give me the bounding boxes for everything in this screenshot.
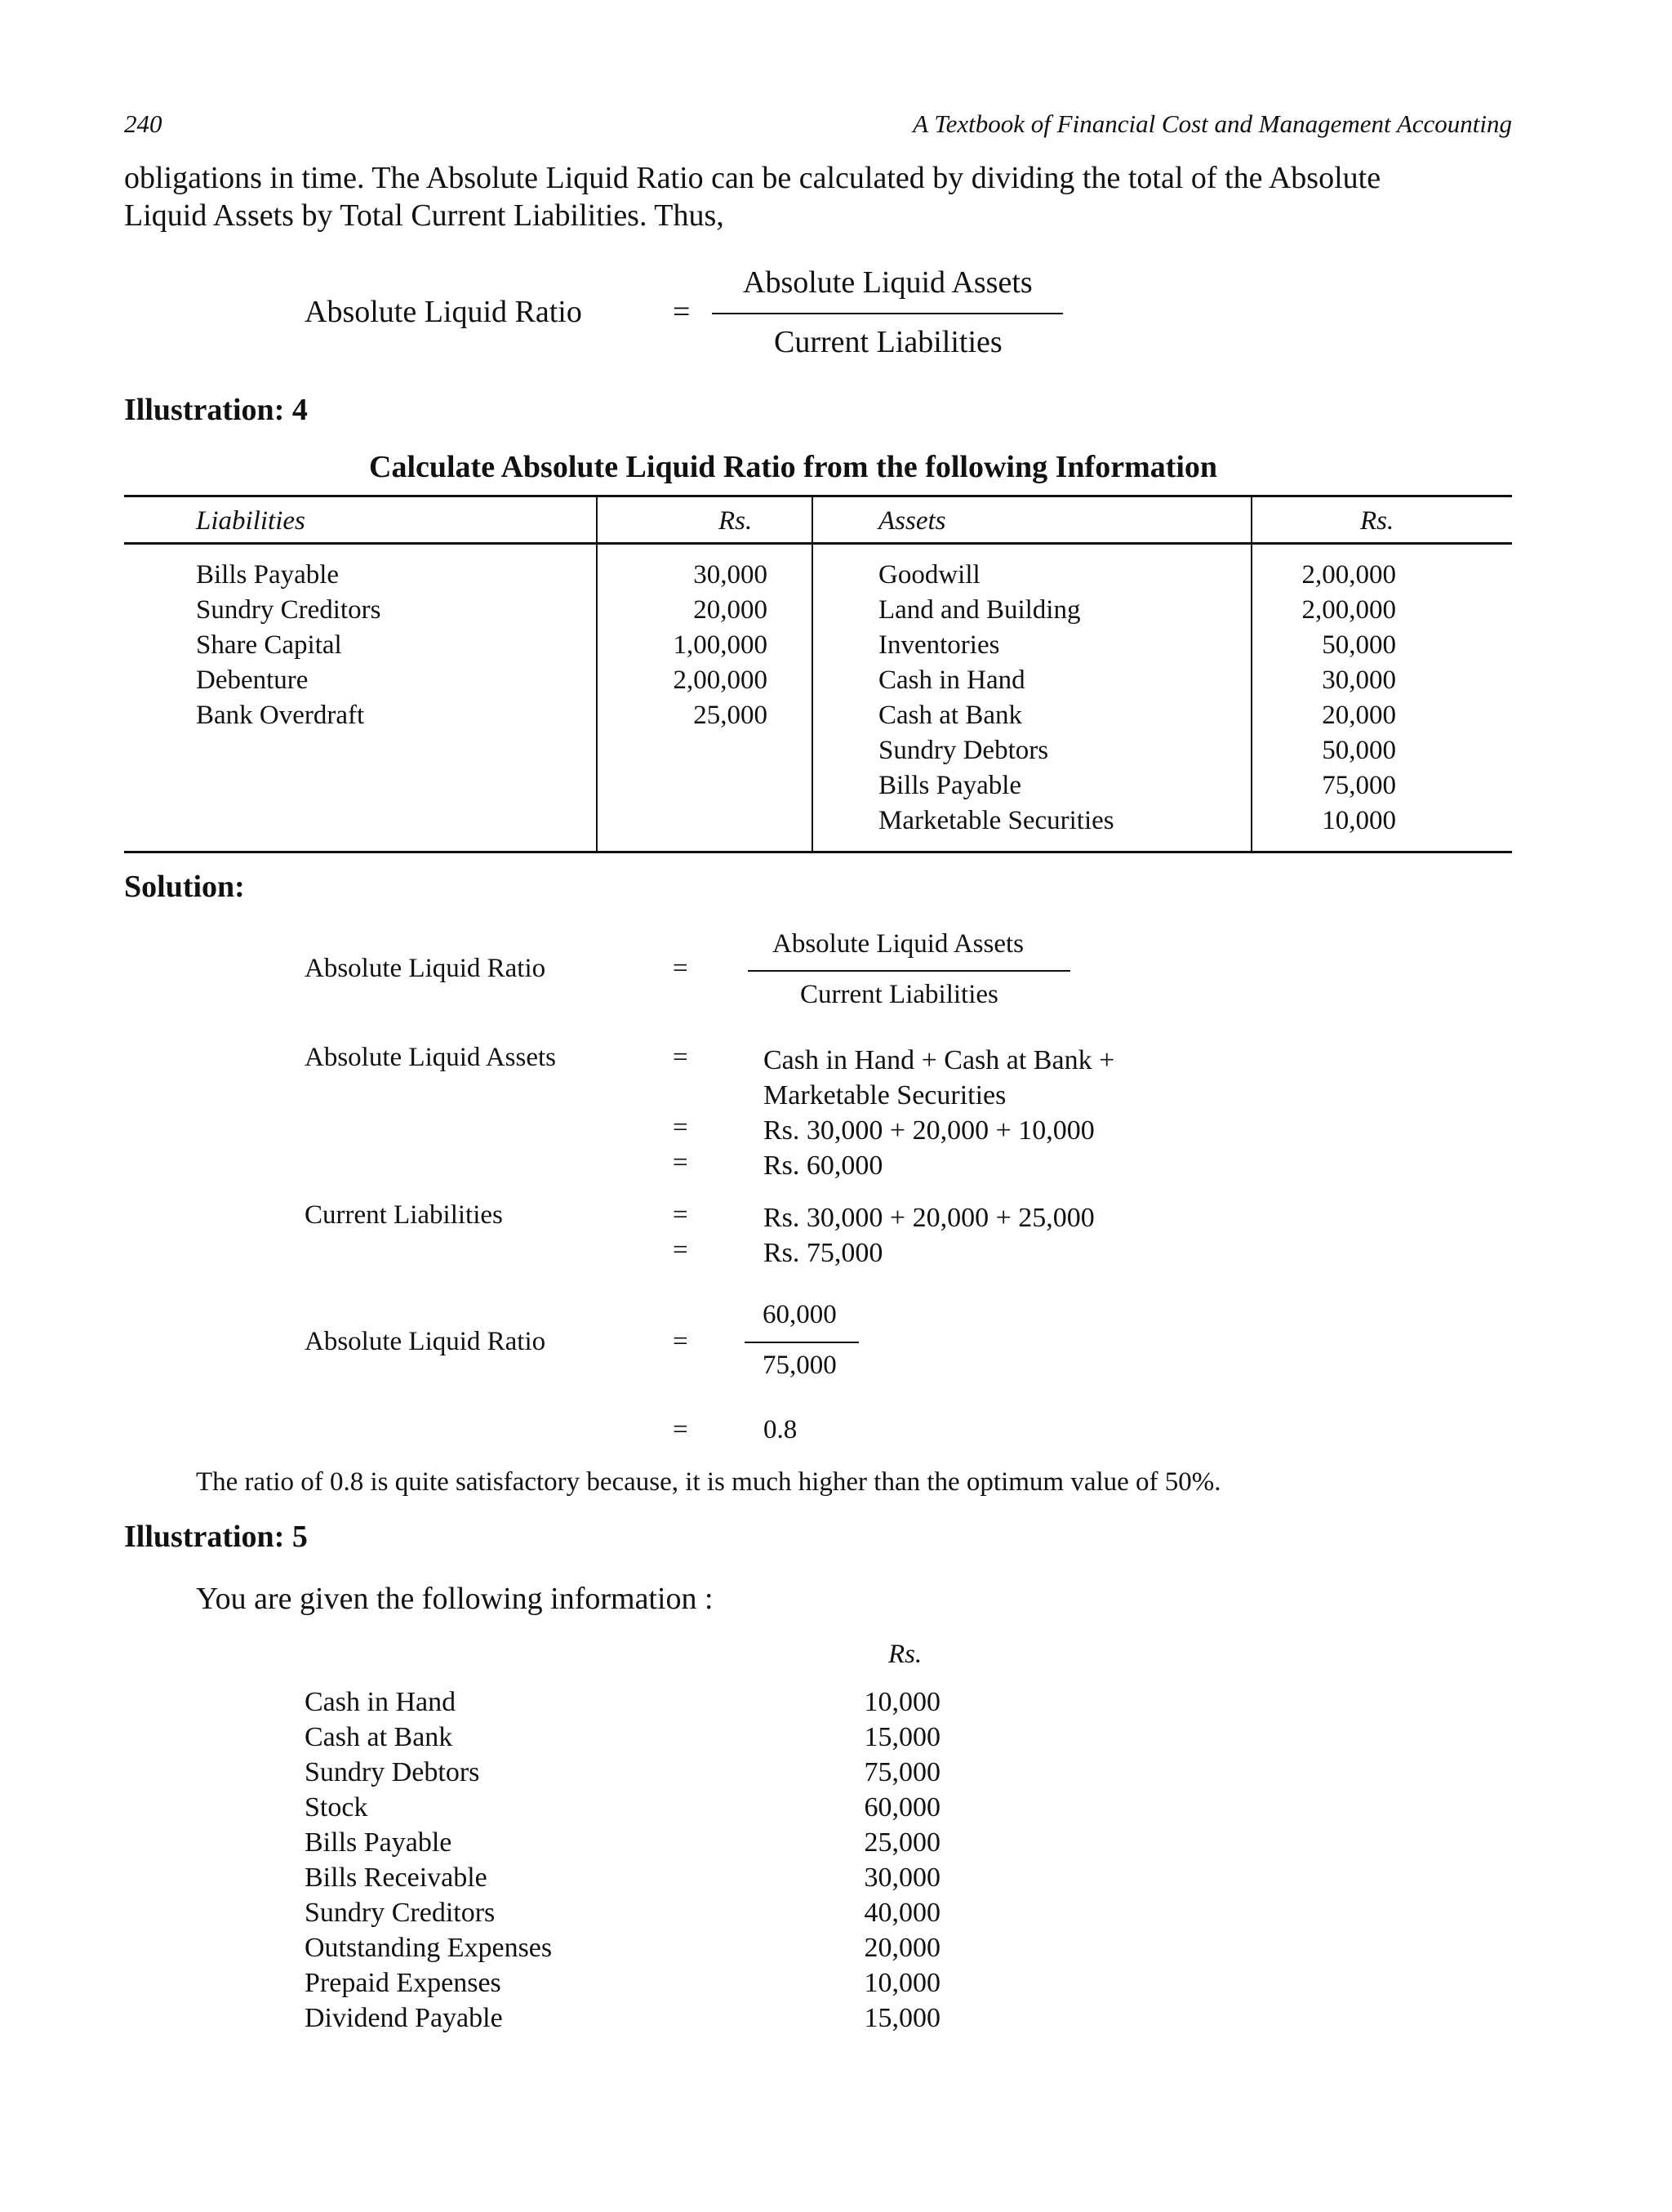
info-item-name: Outstanding Expenses [305, 1933, 553, 1963]
info-item-name: Sundry Debtors [305, 1757, 480, 1787]
equals-sign: = [673, 1235, 688, 1265]
asset-amount: 30,000 [1322, 665, 1396, 695]
table-header-assets: Assets [878, 506, 946, 536]
formula-lhs: Absolute Liquid Ratio [305, 295, 582, 329]
table-header-rs: Rs. [718, 506, 753, 536]
info-item-amount: 10,000 [864, 1968, 940, 1998]
table-caption: Calculate Absolute Liquid Ratio from the following Information [369, 450, 1218, 484]
calc-lhs: Absolute Liquid Ratio [305, 1327, 546, 1356]
assets-working [763, 1043, 1114, 1183]
table-bottom-rule [124, 851, 1512, 853]
info-item-name: Cash in Hand [305, 1687, 456, 1717]
asset-name: Land and Building [878, 595, 1081, 625]
equals-sign: = [673, 1415, 688, 1444]
table-divider [596, 495, 598, 852]
info-item-name: Dividend Payable [305, 2003, 503, 2033]
info-item-amount: 75,000 [864, 1757, 940, 1787]
illustration-heading: Illustration: 5 [124, 1520, 308, 1554]
illustration-intro: You are given the following information : [196, 1582, 714, 1616]
liabilities-working [763, 1200, 1095, 1271]
liability-amount: 1,00,000 [673, 630, 767, 660]
table-divider [812, 495, 813, 852]
info-item-name: Sundry Creditors [305, 1898, 496, 1928]
info-item-amount: 25,000 [864, 1827, 940, 1858]
table-header-rule [124, 542, 1512, 545]
liability-name: Bills Payable [196, 560, 340, 590]
running-header-title: A Textbook of Financial Cost and Management Accounting [913, 109, 1512, 138]
asset-amount: 50,000 [1322, 736, 1396, 765]
liability-amount: 2,00,000 [673, 665, 767, 695]
asset-name: Cash in Hand [878, 665, 1025, 695]
table-header-rs: Rs. [1360, 506, 1394, 536]
asset-name: Cash at Bank [878, 701, 1022, 730]
liabilities-names [196, 558, 580, 733]
solution-formula-denominator: Current Liabilities [800, 980, 998, 1009]
solution-formula-lhs: Absolute Liquid Ratio [305, 954, 546, 983]
table-top-rule [124, 495, 1512, 497]
page-number: 240 [124, 109, 162, 138]
solution-formula-numerator: Absolute Liquid Assets [772, 929, 1025, 959]
working-line: Cash in Hand + Cash at Bank + [763, 1045, 1115, 1075]
liability-name: Bank Overdraft [196, 701, 365, 730]
info-item-amount: 15,000 [864, 1722, 940, 1752]
asset-amount: 2,00,000 [1301, 560, 1396, 590]
liability-name: Share Capital [196, 630, 342, 660]
asset-amount: 20,000 [1322, 701, 1396, 730]
info-item-name: Cash at Bank [305, 1722, 453, 1752]
asset-amount: 2,00,000 [1301, 595, 1396, 625]
asset-name: Marketable Securities [878, 806, 1114, 835]
intro-paragraph [124, 159, 1512, 234]
liabilities-lhs: Current Liabilities [305, 1200, 503, 1230]
assets-names [878, 558, 1238, 839]
working-line: Rs. 30,000 + 20,000 + 10,000 [763, 1115, 1095, 1146]
table-divider [1251, 495, 1252, 852]
column-header-rs: Rs. [888, 1640, 923, 1669]
info-item-name: Bills Receivable [305, 1863, 487, 1893]
info-item-amount: 10,000 [864, 1687, 940, 1717]
asset-amount: 10,000 [1322, 806, 1396, 835]
asset-name: Goodwill [878, 560, 981, 590]
equals-sign: = [673, 1043, 688, 1072]
formula-equals: = [673, 295, 691, 329]
fraction-bar [748, 970, 1070, 972]
info-names [305, 1685, 552, 2036]
fraction-bar [712, 313, 1063, 314]
fraction-bar [745, 1342, 859, 1343]
asset-name: Inventories [878, 630, 1000, 660]
equals-sign: = [673, 1113, 688, 1142]
info-item-amount: 15,000 [864, 2003, 940, 2033]
assets-amounts [1274, 558, 1396, 839]
liability-name: Debenture [196, 665, 309, 695]
info-item-amount: 40,000 [864, 1898, 940, 1928]
intro-line: Liquid Assets by Total Current Liabilities. Thus, [124, 198, 724, 233]
result-value: 0.8 [763, 1415, 798, 1444]
asset-name: Sundry Debtors [878, 736, 1049, 765]
formula-denominator: Current Liabilities [774, 325, 1003, 359]
liability-name: Sundry Creditors [196, 595, 381, 625]
liability-amount: 20,000 [693, 595, 767, 625]
table-header-liabilities: Liabilities [196, 506, 305, 536]
assets-lhs: Absolute Liquid Assets [305, 1043, 557, 1072]
info-item-name: Prepaid Expenses [305, 1968, 501, 1998]
asset-amount: 50,000 [1322, 630, 1396, 660]
info-item-name: Stock [305, 1792, 368, 1823]
info-amounts [816, 1685, 940, 2036]
intro-line: obligations in time. The Absolute Liquid Ratio can be calculated by dividing the total of the Absolute [124, 161, 1381, 195]
info-item-amount: 60,000 [864, 1792, 940, 1823]
liabilities-amounts [620, 558, 767, 733]
calc-denominator: 75,000 [763, 1351, 837, 1380]
info-item-amount: 20,000 [864, 1933, 940, 1963]
calc-numerator: 60,000 [763, 1300, 837, 1329]
asset-amount: 75,000 [1322, 771, 1396, 800]
info-item-amount: 30,000 [864, 1863, 940, 1893]
liability-amount: 30,000 [693, 560, 767, 590]
equals-sign: = [673, 1200, 688, 1230]
liability-amount: 25,000 [693, 701, 767, 730]
info-item-name: Bills Payable [305, 1827, 452, 1858]
solution-remark: The ratio of 0.8 is quite satisfactory because, it is much higher than the optimum value of 50%. [196, 1467, 1221, 1497]
asset-name: Bills Payable [878, 771, 1022, 800]
working-line: Rs. 30,000 + 20,000 + 25,000 [763, 1203, 1095, 1233]
solution-formula-equals: = [673, 954, 688, 983]
illustration-heading: Illustration: 4 [124, 393, 308, 427]
working-line: Rs. 75,000 [763, 1238, 883, 1268]
equals-sign: = [673, 1148, 688, 1177]
working-line: Marketable Securities [763, 1080, 1007, 1110]
formula-numerator: Absolute Liquid Assets [743, 265, 1033, 300]
solution-heading: Solution: [124, 870, 245, 904]
working-line: Rs. 60,000 [763, 1151, 883, 1181]
equals-sign: = [673, 1327, 688, 1356]
